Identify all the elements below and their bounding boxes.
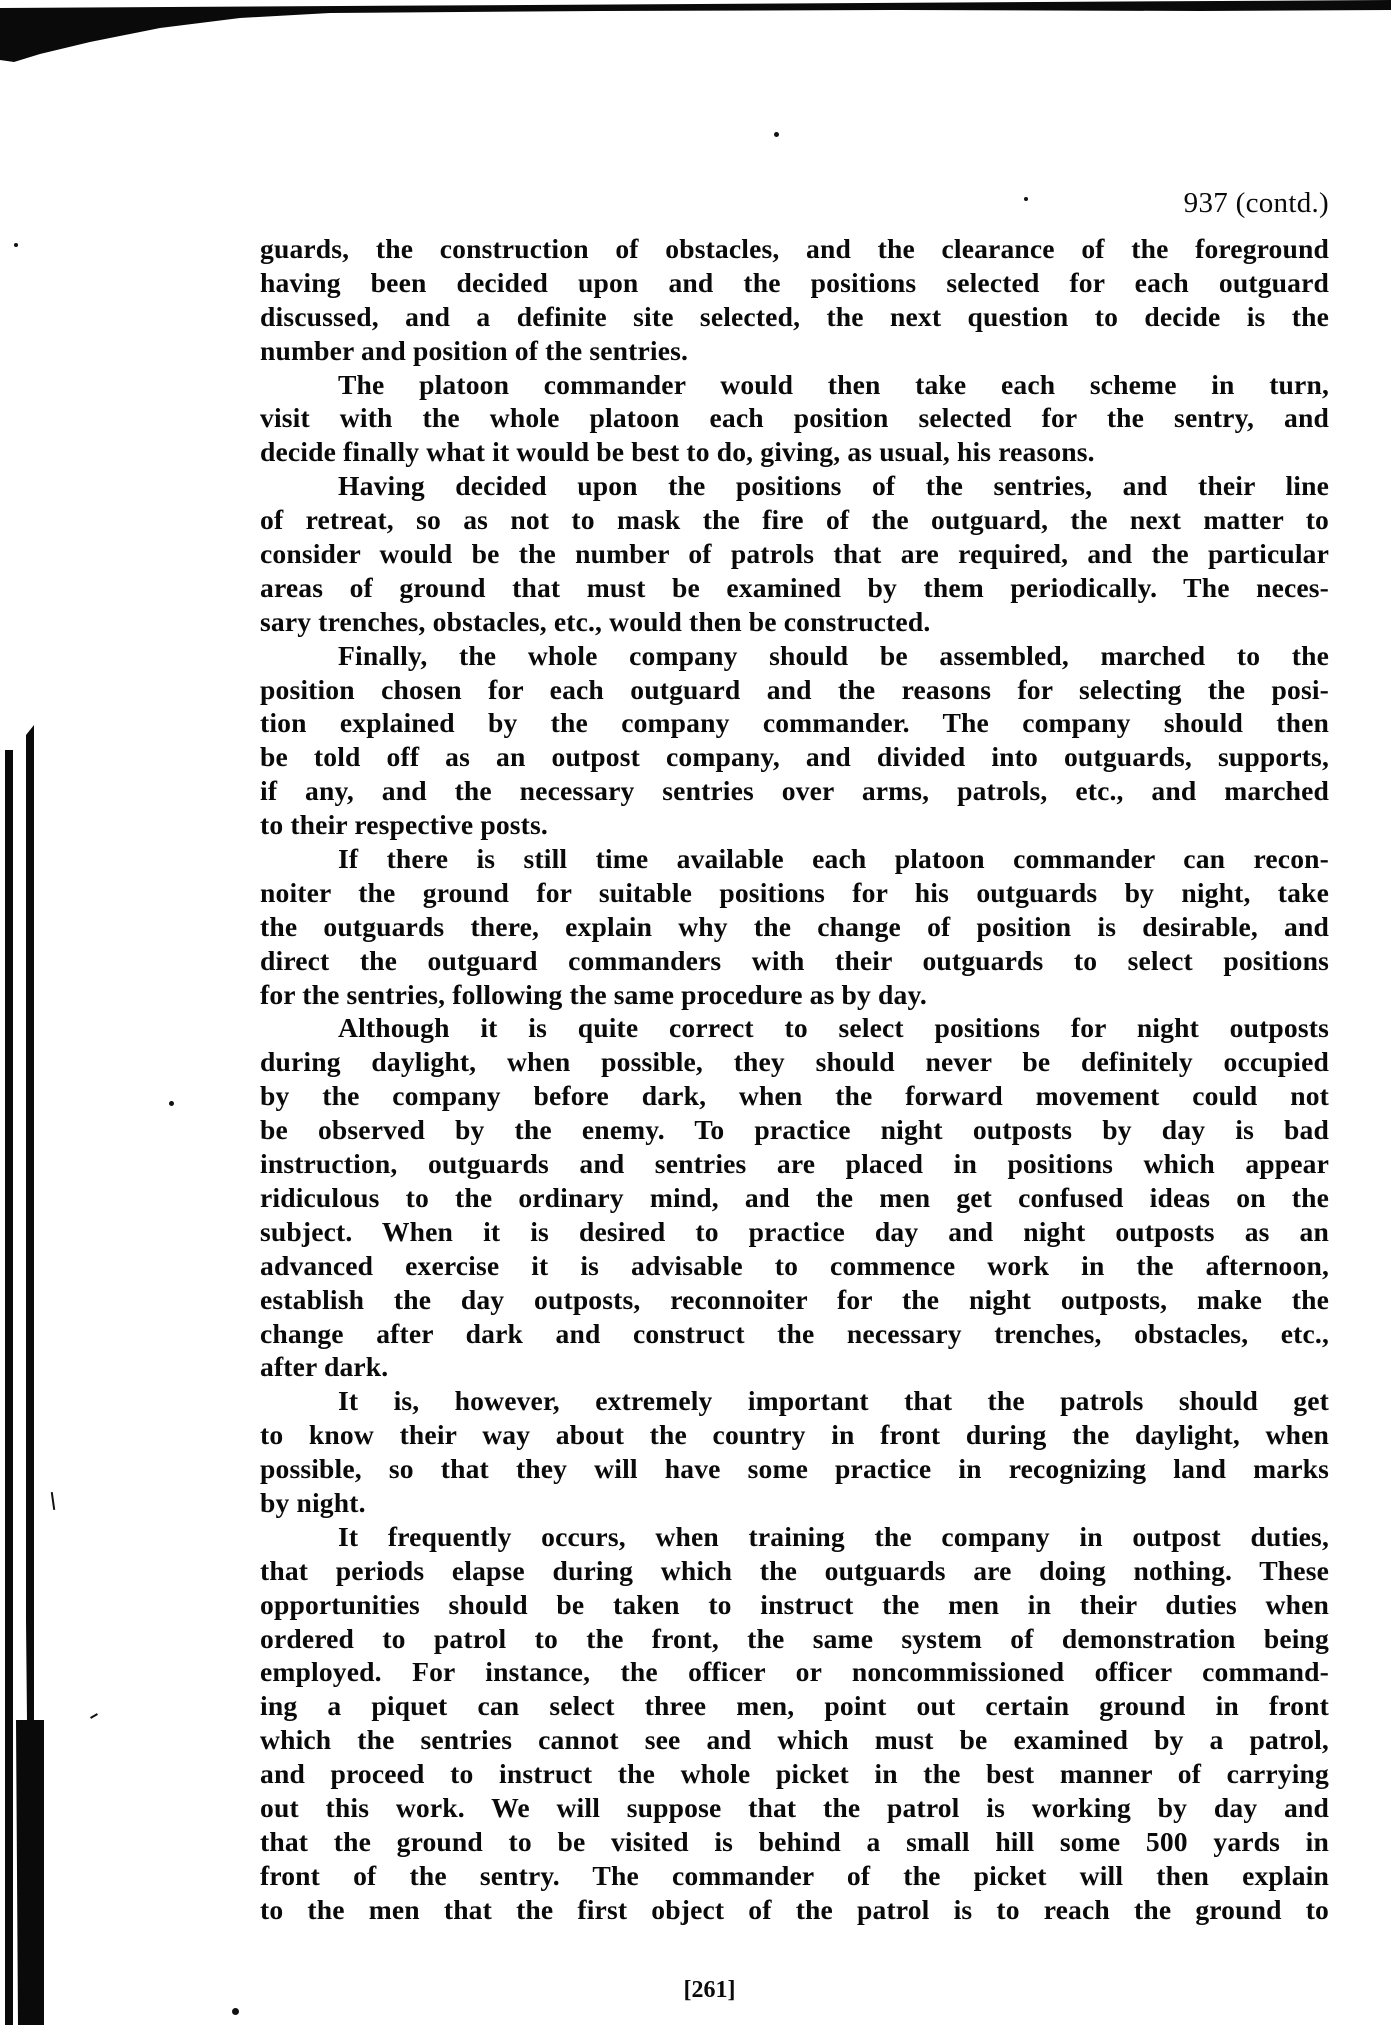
text-line: noiter the ground for suitable positions for his outguards by night, take [260, 876, 1329, 908]
text-line: It frequently occurs, when training the company in outpost duties, [338, 1520, 1329, 1552]
text-line: front of the sentry. The commander of the picket will then explain [260, 1859, 1329, 1891]
paragraph [182, 368, 1329, 470]
paragraph [182, 1384, 1329, 1520]
page-header-section-number: 937 (contd.) [1183, 187, 1329, 219]
document-body [182, 232, 1329, 1927]
text-line: out this work. We will suppose that the patrol is working by day and [260, 1791, 1329, 1823]
text-line: be observed by the enemy. To practice night outposts by day is bad [260, 1114, 1329, 1146]
text-line: that the ground to be visited is behind a small hill some 500 yards in [260, 1825, 1329, 1857]
text-line: consider would be the number of patrols that are required, and the particular [260, 538, 1329, 570]
text-line: change after dark and construct the necessary trenches, obstacles, etc., [260, 1317, 1329, 1349]
text-line: be told off as an outpost company, and divided into outguards, supports, [260, 741, 1329, 773]
text-line: visit with the whole platoon each position selected for the sentry, and [260, 402, 1329, 434]
text-line: to the men that the first object of the patrol is to reach the ground to [260, 1893, 1329, 1925]
stray-mark [232, 2008, 239, 2015]
text-line: tion explained by the company commander. The company should then [260, 707, 1329, 739]
text-line: Having decided upon the positions of the sentries, and their line [338, 470, 1329, 502]
paragraph [182, 639, 1329, 842]
scan-edge-artifact-top [0, 0, 1391, 70]
text-line: decide finally what it would be best to do, giving, as usual, his reasons. [260, 436, 1095, 468]
text-line: by night. [260, 1486, 366, 1518]
text-line: sary trenches, obstacles, etc., would then be constructed. [260, 605, 931, 637]
paragraph [182, 1011, 1329, 1384]
text-line: If there is still time available each platoon commander can recon- [338, 843, 1329, 875]
text-line: to their respective posts. [260, 809, 548, 841]
text-line: ridiculous to the ordinary mind, and the men get confused ideas on the [260, 1181, 1329, 1213]
stray-mark [14, 243, 18, 247]
text-line: guards, the construction of obstacles, and the clearance of the foreground [260, 233, 1329, 264]
text-line: It is, however, extremely important that the patrols should get [338, 1385, 1329, 1417]
stray-mark [51, 1492, 55, 1510]
text-line: Although it is quite correct to select positions for night outposts [338, 1012, 1329, 1044]
text-line: number and position of the sentries. [260, 334, 689, 366]
text-line: by the company before dark, when the forward movement could not [260, 1080, 1329, 1112]
text-line: if any, and the necessary sentries over arms, patrols, etc., and marched [260, 775, 1329, 807]
text-line: Finally, the whole company should be assembled, marched to the [338, 639, 1329, 671]
text-line: direct the outguard commanders with their outguards to select positions [260, 944, 1329, 976]
text-line: ordered to patrol to the front, the same system of demonstration being [260, 1622, 1329, 1654]
scan-edge-artifact-left [0, 720, 44, 2025]
text-line: the outguards there, explain why the change of position is desirable, and [260, 910, 1329, 942]
page-number: [261] [683, 1977, 736, 2003]
paragraph [182, 232, 1329, 368]
stray-mark [169, 1101, 174, 1106]
text-line: which the sentries cannot see and which must be examined by a patrol, [260, 1724, 1329, 1756]
text-line: subject. When it is desired to practice day and night outposts as an [260, 1215, 1329, 1247]
text-line: ing a piquet can select three men, point out certain ground in front [260, 1690, 1329, 1722]
text-line: establish the day outposts, reconnoiter for the night outposts, make the [260, 1283, 1329, 1315]
stray-mark [90, 1713, 98, 1719]
text-line: areas of ground that must be examined by them periodically. The neces- [260, 571, 1329, 603]
stray-mark [774, 132, 779, 137]
text-line: position chosen for each outguard and the reasons for selecting the posi- [260, 673, 1329, 705]
text-line: that periods elapse during which the outguards are doing nothing. These [260, 1554, 1329, 1586]
text-line: employed. For instance, the officer or noncommissioned officer command- [260, 1656, 1329, 1688]
text-line: and proceed to instruct the whole picket in the best manner of carrying [260, 1758, 1329, 1790]
text-line: The platoon commander would then take each scheme in turn, [338, 368, 1329, 400]
text-line: to know their way about the country in front during the daylight, when [260, 1419, 1329, 1451]
text-line: for the sentries, following the same procedure as by day. [260, 978, 927, 1010]
text-line: advanced exercise it is advisable to commence work in the afternoon, [260, 1249, 1329, 1281]
text-line: after dark. [260, 1351, 389, 1383]
paragraph [182, 1520, 1329, 1927]
paragraph [182, 469, 1329, 638]
text-line: possible, so that they will have some practice in recognizing land marks [260, 1453, 1329, 1485]
text-line: discussed, and a definite site selected, the next question to decide is the [260, 300, 1329, 332]
text-line: instruction, outguards and sentries are placed in positions which appear [260, 1148, 1329, 1180]
text-line: opportunities should be taken to instruct the men in their duties when [260, 1588, 1329, 1620]
paragraph [182, 842, 1329, 1011]
text-line: having been decided upon and the positions selected for each outguard [260, 266, 1329, 298]
text-line: of retreat, so as not to mask the fire of the outguard, the next matter to [260, 504, 1329, 536]
stray-mark [1024, 197, 1028, 201]
text-line: during daylight, when possible, they should never be definitely occupied [260, 1046, 1329, 1078]
